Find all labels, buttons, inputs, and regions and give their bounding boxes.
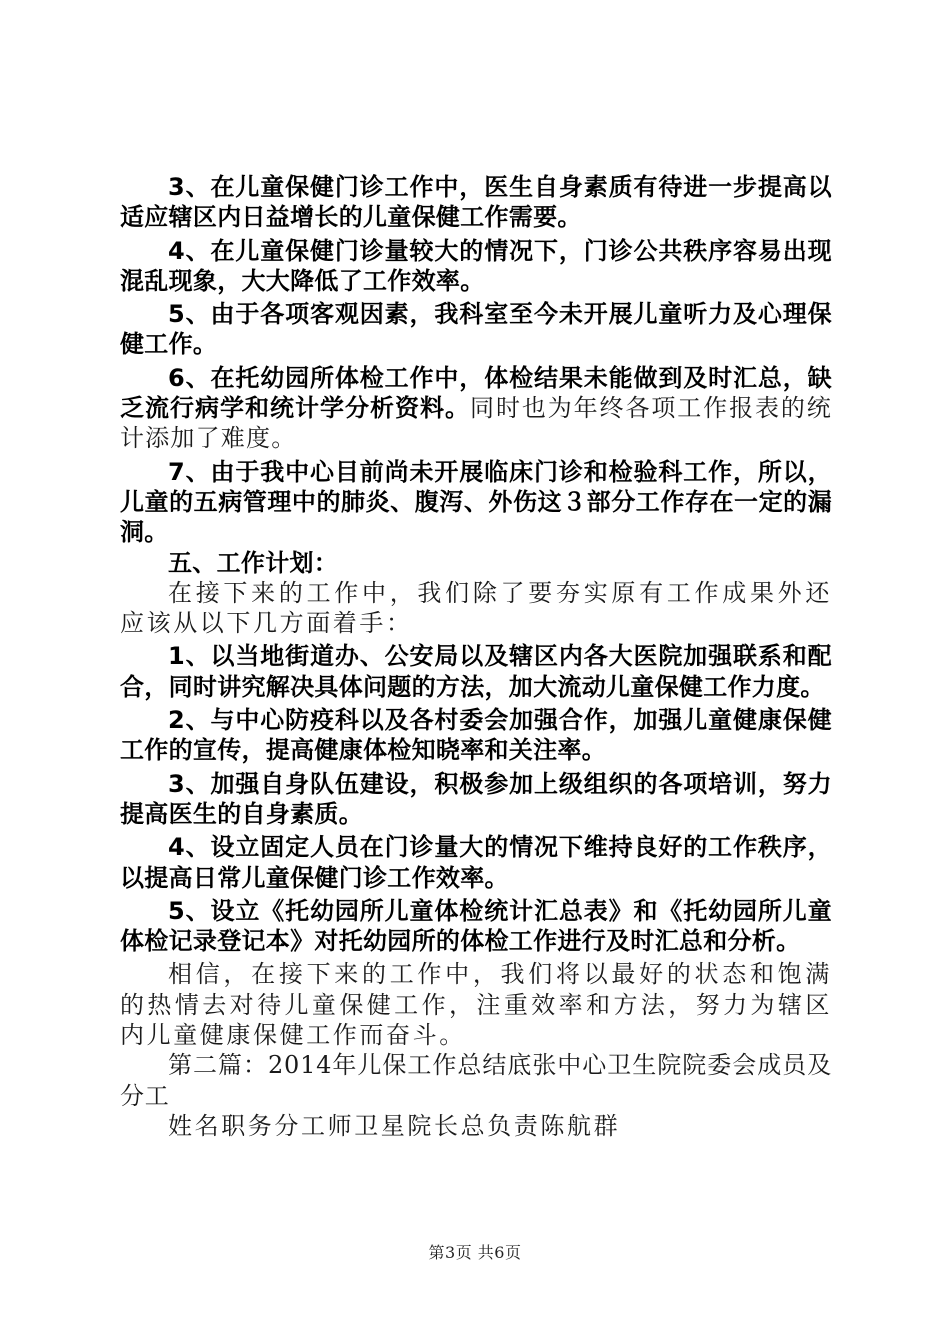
paragraph-problem-3: 3、在儿童保健门诊工作中，医生自身素质有待进一步提高以适应辖区内日益增长的儿童保健工作需要。 — [120, 173, 832, 232]
paragraph-plan-2: 2、与中心防疫科以及各村委会加强合作，加强儿童健康保健工作的宣传，提高健康体检知晓率和关注率。 — [120, 706, 832, 765]
paragraph-plan-5: 5、设立《托幼园所儿童体检统计汇总表》和《托幼园所儿童体检记录登记本》对托幼园所的体检工作进行及时汇总和分析。 — [120, 896, 832, 956]
paragraph-problem-6-plain: 同时也为年终各项工作报表的统计添加了难度。 — [120, 394, 832, 453]
paragraph-problem-7: 7、由于我中心目前尚未开展临床门诊和检验科工作，所以，儿童的五病管理中的肺炎、腹泻、外伤这３部分工作存在一定的漏洞。 — [120, 457, 832, 547]
paragraph-plan-1: 1、以当地街道办、公安局以及辖区内各大医院加强联系和配合，同时讲究解决具体问题的方法，加大流动儿童保健工作力度。 — [120, 642, 832, 701]
section-heading-work-plan: 五、工作计划： — [168, 548, 339, 577]
paragraph-problem-5: 5、由于各项客观因素，我科室至今未开展儿童听力及心理保健工作。 — [120, 300, 832, 359]
paragraph-conclusion: 相信，在接下来的工作中，我们将以最好的状态和饱满的热情去对待儿童保健工作，注重效率和方法，努力为辖区内儿童健康保健工作而奋斗。 — [120, 960, 832, 1050]
document-body — [120, 172, 832, 1141]
paragraph-part-two-title: 第二篇：2014年儿保工作总结底张中心卫生院院委会成员及分工 — [120, 1051, 832, 1110]
page-footer: 第3页 共6页 — [428, 1243, 522, 1262]
paragraph-staff-list: 姓名职务分工师卫星院长总负责陈航群 — [168, 1111, 621, 1140]
paragraph-problem-4: 4、在儿童保健门诊量较大的情况下，门诊公共秩序容易出现混乱现象，大大降低了工作效率。 — [120, 236, 832, 295]
paragraph-plan-3: 3、加强自身队伍建设，积极参加上级组织的各项培训，努力提高医生的自身素质。 — [120, 769, 832, 828]
paragraph-problem-6 — [120, 363, 832, 454]
paragraph-plan-4: 4、设立固定人员在门诊量大的情况下维持良好的工作秩序，以提高日常儿童保健门诊工作效率。 — [120, 833, 832, 892]
paragraph-plan-intro: 在接下来的工作中，我们除了要夯实原有工作成果外还应该从以下几方面着手： — [120, 578, 832, 638]
paragraph-problem-6-bold: 6、在托幼园所体检工作中，体检结果未能做到及时汇总，缺乏流行病学和统计学分析资料。 — [120, 363, 832, 423]
